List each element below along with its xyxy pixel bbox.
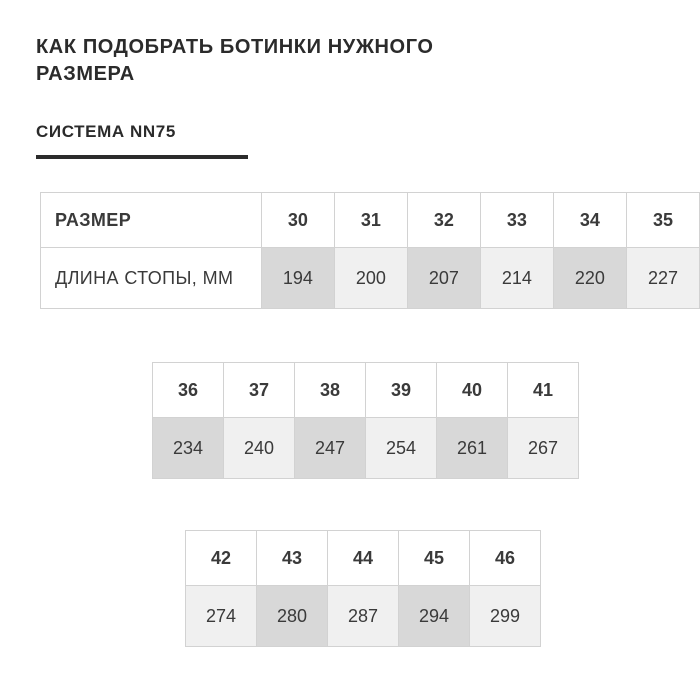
length-cell: 227 (626, 248, 699, 309)
length-cell: 280 (257, 586, 328, 647)
length-cell: 254 (366, 418, 437, 479)
size-cell: 41 (508, 363, 579, 418)
length-cell: 267 (508, 418, 579, 479)
size-cell: 42 (186, 531, 257, 586)
length-cell: 200 (334, 248, 407, 309)
table-row-lengths-3 (186, 586, 541, 647)
length-cell: 240 (224, 418, 295, 479)
table-row-lengths-2 (153, 418, 579, 479)
length-cell: 261 (437, 418, 508, 479)
size-cell: 38 (295, 363, 366, 418)
size-cell: 46 (470, 531, 541, 586)
page-title: КАК ПОДОБРАТЬ БОТИНКИ НУЖНОГО РАЗМЕРА (36, 36, 434, 85)
length-cell: 287 (328, 586, 399, 647)
size-cell: 34 (553, 193, 626, 248)
length-cell: 299 (470, 586, 541, 647)
size-cell: 44 (328, 531, 399, 586)
size-table-block-1 (40, 192, 700, 309)
size-table-block-2 (152, 362, 579, 479)
table-row-sizes-2 (153, 363, 579, 418)
size-cell: 32 (407, 193, 480, 248)
length-cell: 247 (295, 418, 366, 479)
title-divider (36, 155, 248, 159)
size-cell: 43 (257, 531, 328, 586)
size-cell: 35 (626, 193, 699, 248)
row-label-length: ДЛИНА СТОПЫ, ММ (41, 248, 262, 309)
size-cell: 33 (480, 193, 553, 248)
length-cell: 207 (407, 248, 480, 309)
table-row-lengths-1 (41, 248, 700, 309)
length-cell: 294 (399, 586, 470, 647)
size-cell: 39 (366, 363, 437, 418)
length-cell: 274 (186, 586, 257, 647)
length-cell: 194 (261, 248, 334, 309)
length-cell: 234 (153, 418, 224, 479)
size-table-block-3 (185, 530, 541, 647)
size-cell: 31 (334, 193, 407, 248)
size-cell: 40 (437, 363, 508, 418)
table-row-sizes-1 (41, 193, 700, 248)
length-cell: 214 (480, 248, 553, 309)
table-row-sizes-3 (186, 531, 541, 586)
row-label-size: РАЗМЕР (41, 193, 262, 248)
size-cell: 45 (399, 531, 470, 586)
length-cell: 220 (553, 248, 626, 309)
size-cell: 37 (224, 363, 295, 418)
size-cell: 30 (261, 193, 334, 248)
page-subtitle: СИСТЕМА NN75 (36, 122, 176, 141)
size-cell: 36 (153, 363, 224, 418)
